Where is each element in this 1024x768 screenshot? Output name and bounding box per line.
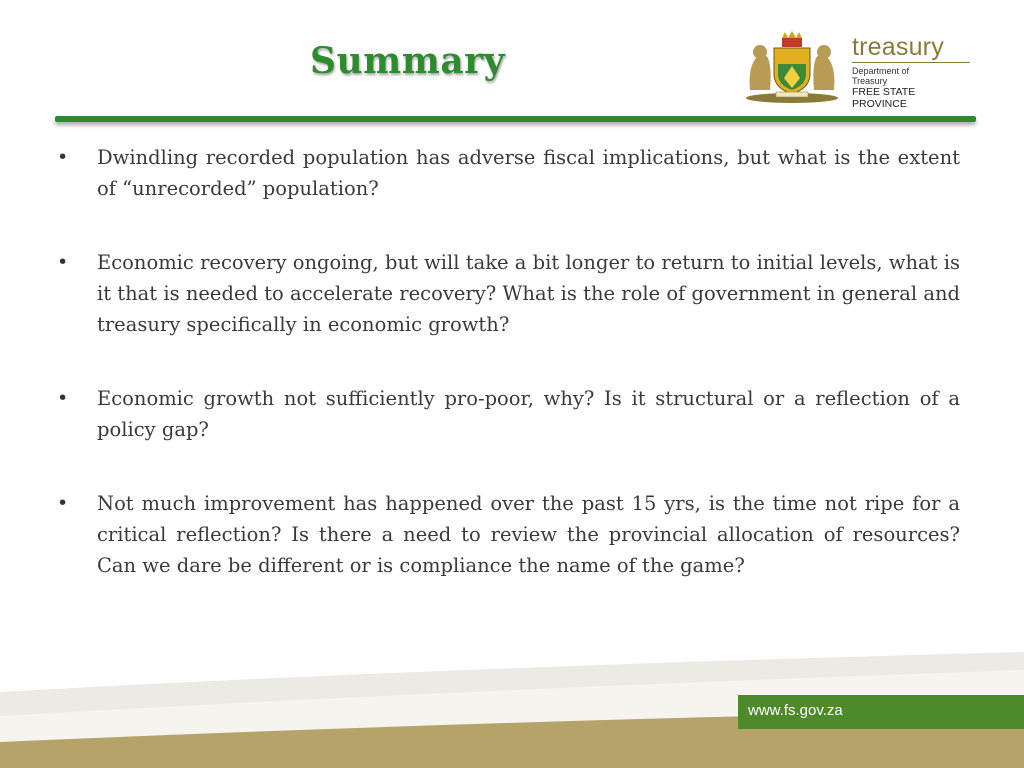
coat-of-arms-icon (742, 28, 842, 104)
bullet-item (55, 247, 960, 340)
bullet-marker: • (57, 492, 69, 514)
bullet-item (55, 488, 960, 581)
bullet-item (55, 142, 960, 204)
bullet-text: Economic growth not sufficiently pro-poor, why? Is it structural or a reflection of a policy gap? (97, 387, 960, 441)
bullet-text: Dwindling recorded population has adverse fiscal implications, but what is the extent of “unrecorded” population? (97, 146, 960, 200)
bullet-text: Economic recovery ongoing, but will take a bit longer to return to initial levels, what is it that is needed to accelerate recovery? What is the role of government in general and treasury specifically in economic growth? (97, 251, 960, 336)
brand-name: treasury (852, 33, 944, 61)
bullet-text: Not much improvement has happened over the past 15 yrs, is the time not ripe for a critical reflection? Is there a need to review the provincial allocation of resources? Can we dare be different or is compliance the name of the game? (97, 492, 960, 577)
treasury-logo (742, 28, 972, 108)
brand-line-2: Treasury (852, 76, 888, 86)
title-divider (55, 116, 976, 122)
brand-line-1: Department of (852, 66, 910, 76)
bullet-item (55, 383, 960, 445)
bullet-list (55, 142, 960, 624)
footer-url[interactable]: www.fs.gov.za (748, 702, 843, 719)
slide-title: Summary (310, 40, 506, 82)
brand-rule (852, 62, 970, 63)
treasury-wordmark (852, 34, 972, 110)
bullet-marker: • (57, 251, 69, 273)
bullet-marker: • (57, 387, 69, 409)
bullet-marker: • (57, 146, 69, 168)
brand-line-3: FREE STATE PROVINCE (852, 86, 916, 110)
